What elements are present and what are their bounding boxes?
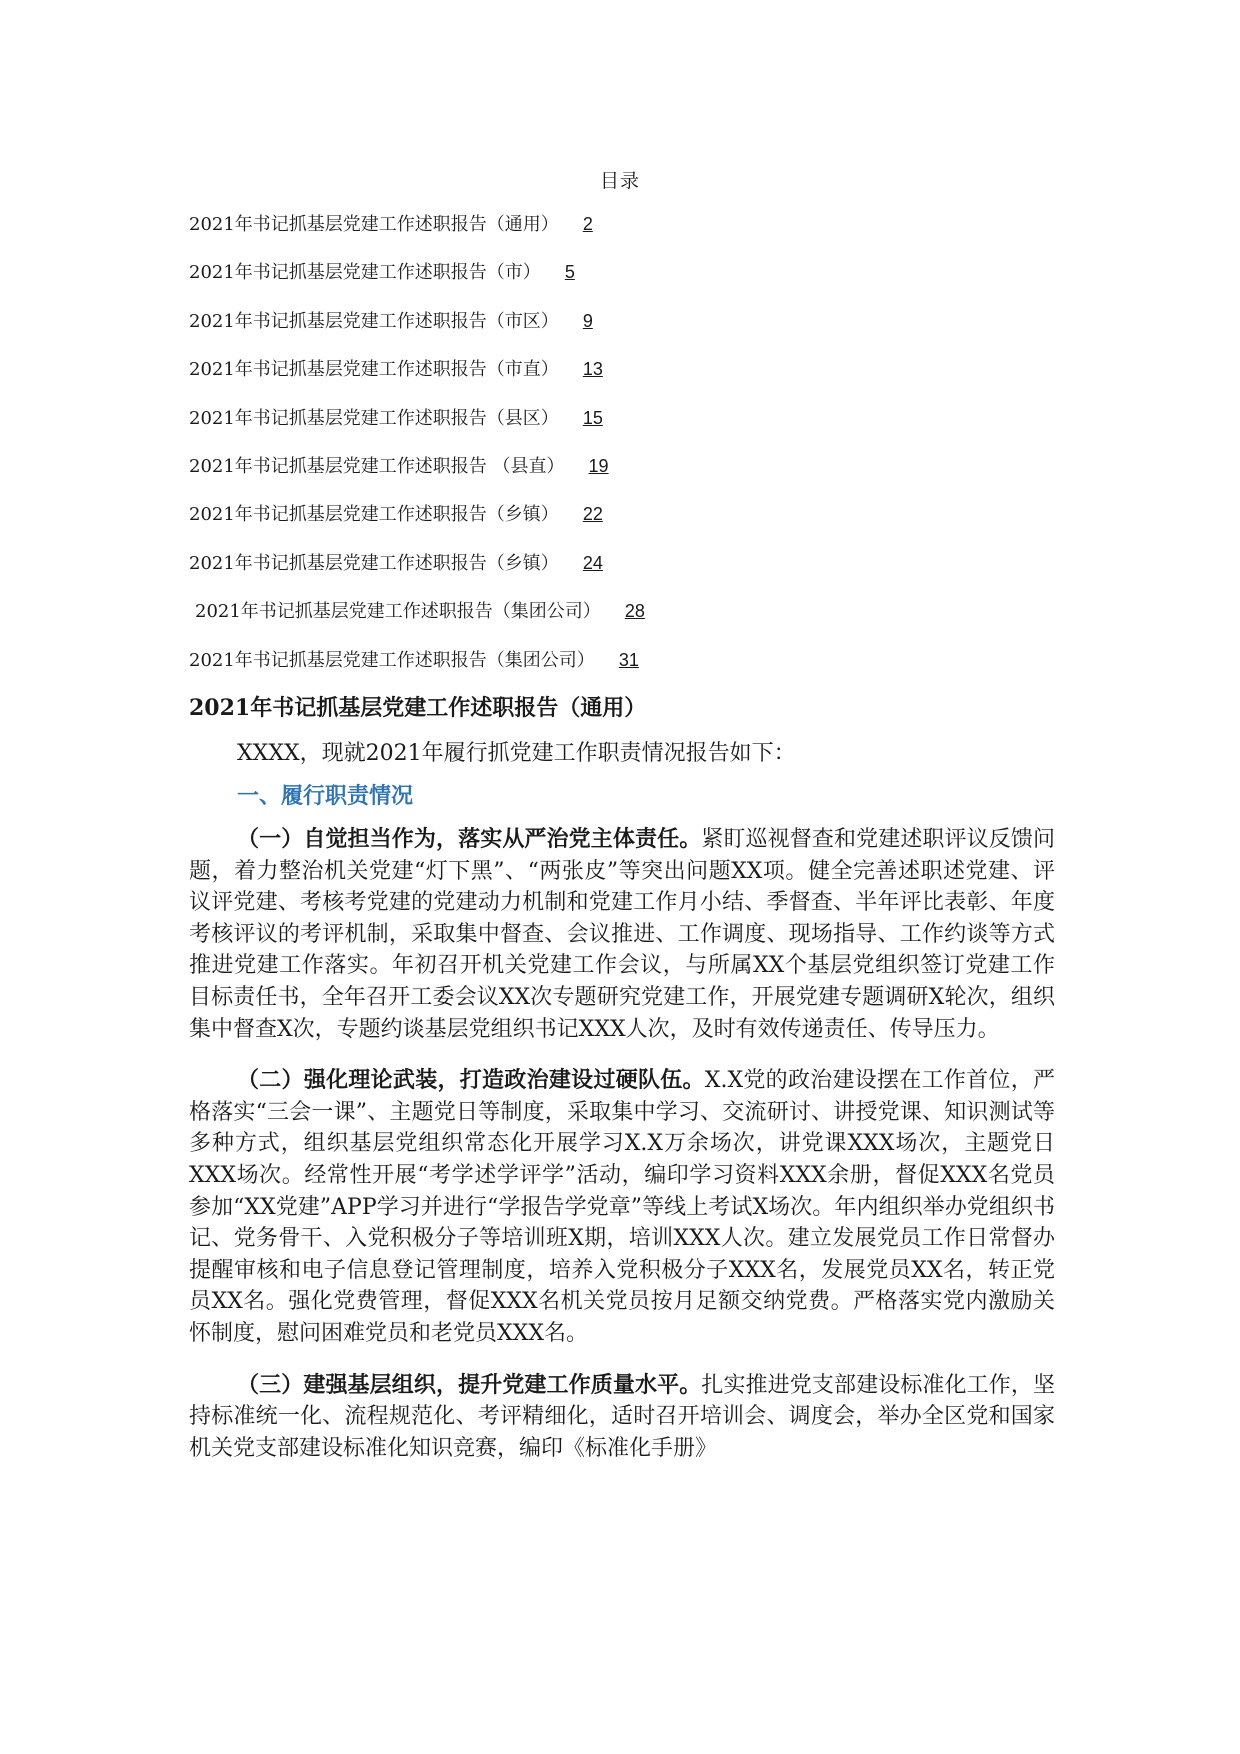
body-paragraph xyxy=(189,824,1055,1045)
toc-item-text: 2021年书记抓基层党建工作述职报告（市） xyxy=(189,262,541,284)
toc-item xyxy=(189,550,889,598)
paragraph-lead: （一）自觉担当作为，落实从严治党主体责任。 xyxy=(237,826,702,852)
toc-item xyxy=(189,211,889,259)
toc-item-text: 2021年书记抓基层党建工作述职报告（县区） xyxy=(189,407,559,429)
toc-page-link[interactable]: 22 xyxy=(582,504,603,525)
report-body xyxy=(189,692,1055,1484)
paragraph-body: 扎实推进党支部建设标准化工作，坚持标准统一化、流程规范化、考评精细化，适时召开培训会、调度会，举办全区党和国家机关党支部建设标准化知识竞赛，编印《标准化手册》 xyxy=(189,1372,1055,1461)
paragraph-lead: （三）建强基层组织，提升党建工作质量水平。 xyxy=(237,1371,702,1398)
toc-page-link[interactable]: 15 xyxy=(582,407,603,428)
toc-page-link[interactable]: 5 xyxy=(564,262,575,283)
toc-item xyxy=(189,405,889,453)
toc-page-link[interactable]: 24 xyxy=(582,552,603,573)
report-intro: XXXX，现就2021年履行抓党建工作职责情况报告如下： xyxy=(237,741,796,766)
toc-page-link[interactable]: 28 xyxy=(624,601,645,622)
body-paragraph xyxy=(189,1370,1055,1465)
toc-title: 目录 xyxy=(599,170,640,192)
toc-item xyxy=(189,598,889,646)
toc-item-text: 2021年书记抓基层党建工作述职报告（乡镇） xyxy=(189,504,559,526)
paragraph-body: X.X党的政治建设摆在工作首位，严格落实“三会一课”、主题党日等制度，采取集中学习、交流研讨、讲授党课、知识测试等多种方式，组织基层党组织常态化开展学习X.X万余场次，讲党课XXX场次，主题党日XXX场次。经常性开展“考学述学评学”活动，编印学习资料XXX余册，督促XXX名党员参加“XX党建”APP学习并进行“学报告学党章”等线上考试X场次。年内组织举办党组织书记、党务骨干、入党积极分子等培训班X期，培训XXX人次。建立发展党员工作日常督办提醒审核和电子信息登记管理制度，培养入党积极分子XXX名，发展党员XX名，转正党员XX名。强化党费管理，督促XXX名机关党员按月足额交纳党费。严格落实党内激励关怀制度，慰问困难党员和老党员XXX名。 xyxy=(189,1068,1055,1346)
toc-item xyxy=(189,501,889,549)
report-title: 2021年书记抓基层党建工作述职报告（通用） xyxy=(189,695,647,721)
toc-page-link[interactable]: 13 xyxy=(582,359,603,380)
toc-page-link[interactable]: 2 xyxy=(582,214,593,234)
section-heading: 一、履行职责情况 xyxy=(237,783,414,809)
toc-item xyxy=(189,453,889,501)
toc-item xyxy=(189,647,889,695)
toc-page-link[interactable]: 9 xyxy=(582,310,593,331)
toc-item xyxy=(189,259,889,307)
toc-page-link[interactable]: 19 xyxy=(588,455,609,476)
toc-item-text: 2021年书记抓基层党建工作述职报告（乡镇） xyxy=(189,552,559,574)
toc-item xyxy=(189,308,889,356)
toc-item-text: 2021年书记抓基层党建工作述职报告（集团公司） xyxy=(189,649,595,671)
paragraph-body: 紧盯巡视督查和党建述职评议反馈问题，着力整治机关党建“灯下黑”、“两张皮”等突出问题XX项。健全完善述职述党建、评议评党建、考核考党建的党建动力机制和党建工作月小结、季督查、半年评比表彰、年度考核评议的考评机制，采取集中督查、会议推进、工作调度、现场指导、工作约谈等方式推进党建工作落实。年初召开机关党建工作会议，与所属XX个基层党组织签订党建工作目标责任书，全年召开工委会议XX次专题研究党建工作，开展党建专题调研X轮次，组织集中督查X次，专题约谈基层党组织书记XXX人次，及时有效传递责任、传导压力。 xyxy=(189,827,1055,1042)
toc-item-text: 2021年书记抓基层党建工作述职报告（通用） xyxy=(189,214,559,235)
toc-item-text: 2021年书记抓基层党建工作述职报告（集团公司） xyxy=(195,601,601,623)
table-of-contents xyxy=(189,211,889,695)
toc-item-text: 2021年书记抓基层党建工作述职报告（市直） xyxy=(189,359,559,381)
paragraph-lead: （二）强化理论武装，打造政治建设过硬队伍。 xyxy=(237,1067,705,1094)
toc-item-text: 2021年书记抓基层党建工作述职报告 （县直） xyxy=(189,455,565,477)
toc-page-link[interactable]: 31 xyxy=(618,649,639,670)
toc-item xyxy=(189,356,889,404)
toc-item-text: 2021年书记抓基层党建工作述职报告（市区） xyxy=(189,310,559,332)
body-paragraph xyxy=(189,1065,1055,1349)
